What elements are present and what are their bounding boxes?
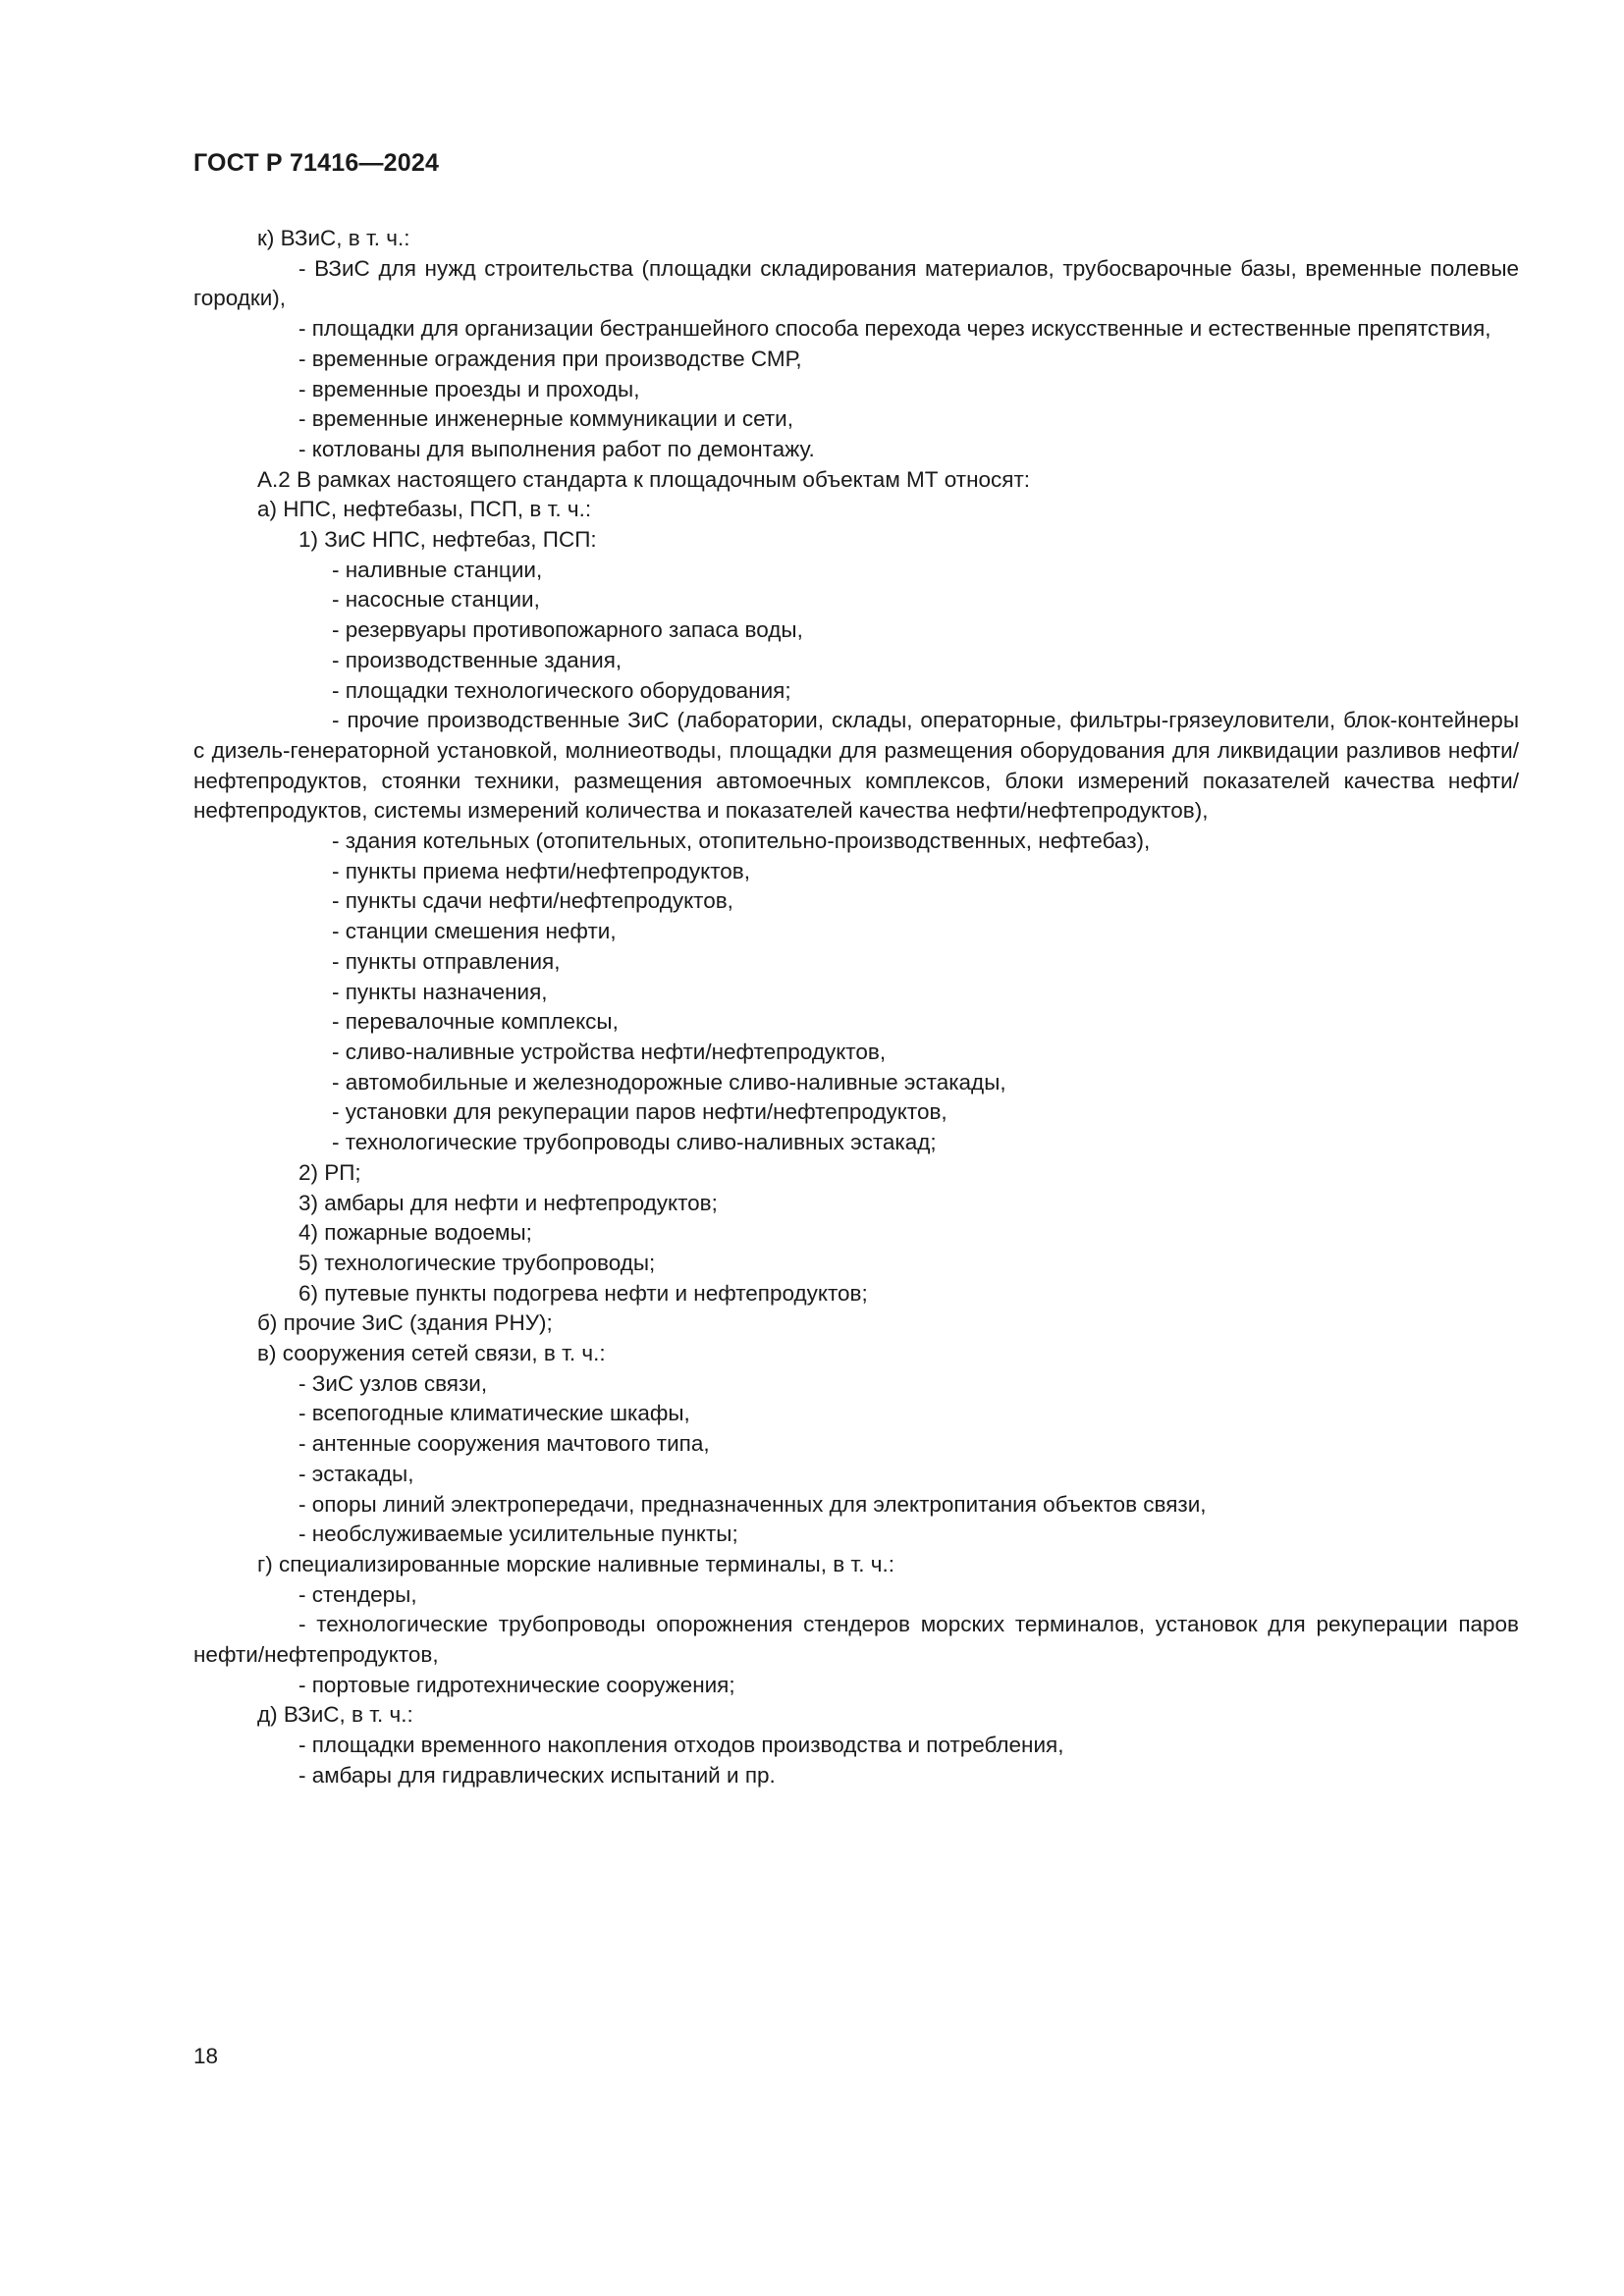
list-item: - стендеры, xyxy=(298,1581,417,1607)
list-item: - ВЗиС для нужд строительства (площадки складирования материалов, трубосварочные базы, временные полевые городки), xyxy=(193,255,1519,311)
list-item: - амбары для гидравлических испытаний и пр. xyxy=(298,1762,776,1788)
list-item: 3) амбары для нефти и нефтепродуктов; xyxy=(298,1190,718,1215)
list-item: - насосные станции, xyxy=(332,587,540,613)
list-item: - технологические трубопроводы сливо-наливных эстакад; xyxy=(332,1130,937,1155)
list-item: - технологические трубопроводы опорожнения стендеров морских терминалов, установок для рекуперации паров нефти/нефтепродуктов, xyxy=(193,1612,1519,1668)
list-item: - портовые гидротехнические сооружения; xyxy=(298,1672,735,1697)
item-d-title: д) ВЗиС, в т. ч.: xyxy=(257,1702,413,1728)
list-item: - временные инженерные коммуникации и сети, xyxy=(298,406,793,432)
page-number: 18 xyxy=(193,2044,219,2068)
list-item: - пункты приема нефти/нефтепродуктов, xyxy=(332,858,751,883)
list-item: - опоры линий электропередачи, предназначенных для электропитания объектов связи, xyxy=(298,1491,1207,1517)
list-item: - прочие производственные ЗиС (лаборатории, склады, операторные, фильтры-грязеуловители, блок-контейнеры с дизель-генераторной установкой, молниеотводы, площадки для размещения оборудования для ликвидации разливов нефти/нефтепродуктов, стоянки техники, размещения автомоечных комплексов, блоки измерений показателей качества нефти/нефтепродуктов, системы измерений количества и показателей качества нефти/нефтепродуктов), xyxy=(193,708,1519,824)
list-item: - необслуживаемые усилительные пункты; xyxy=(298,1522,738,1547)
list-item: 5) технологические трубопроводы; xyxy=(298,1250,656,1275)
list-item: - эстакады, xyxy=(298,1461,414,1486)
list-item: - резервуары противопожарного запаса воды, xyxy=(332,617,803,643)
item-a-title: а) НПС, нефтебазы, ПСП, в т. ч.: xyxy=(257,497,592,522)
list-item: 2) РП; xyxy=(298,1159,361,1185)
item-b-title: б) прочие ЗиС (здания РНУ); xyxy=(257,1310,553,1336)
item-g-title: г) специализированные морские наливные терминалы, в т. ч.: xyxy=(257,1551,894,1576)
list-item: - сливо-наливные устройства нефти/нефтепродуктов, xyxy=(332,1039,887,1064)
item-v-title: в) сооружения сетей связи, в т. ч.: xyxy=(257,1341,606,1366)
section-a2-intro: А.2 В рамках настоящего стандарта к площадочным объектам МТ относят: xyxy=(257,466,1031,492)
list-item: 6) путевые пункты подогрева нефти и нефтепродуктов; xyxy=(298,1280,868,1306)
list-item: - площадки для организации бестраншейного способа перехода через искусственные и естественные препятствия, xyxy=(298,316,1491,342)
list-item: - наливные станции, xyxy=(332,557,543,582)
list-item: - ЗиС узлов связи, xyxy=(298,1370,488,1396)
item-k-title: к) ВЗиС, в т. ч.: xyxy=(257,226,410,250)
item-a1-title: 1) ЗиС НПС, нефтебаз, ПСП: xyxy=(298,527,597,553)
list-item: - установки для рекуперации паров нефти/нефтепродуктов, xyxy=(332,1099,947,1125)
list-item: - площадки временного накопления отходов производства и потребления, xyxy=(298,1733,1064,1758)
list-item: - площадки технологического оборудования; xyxy=(332,677,791,703)
list-item: - автомобильные и железнодорожные сливо-наливные эстакады, xyxy=(332,1069,1006,1095)
list-item: - временные ограждения при производстве СМР, xyxy=(298,346,802,371)
list-item: - временные проезды и проходы, xyxy=(298,376,640,401)
document-header: ГОСТ Р 71416—2024 xyxy=(193,149,440,177)
list-item: - пункты сдачи нефти/нефтепродуктов, xyxy=(332,888,733,914)
document-body xyxy=(193,224,1519,1791)
list-item: - всепогодные климатические шкафы, xyxy=(298,1401,690,1426)
list-item: 4) пожарные водоемы; xyxy=(298,1220,532,1246)
list-item: - перевалочные комплексы, xyxy=(332,1009,619,1035)
list-item: - котлованы для выполнения работ по демонтажу. xyxy=(298,436,815,461)
list-item: - станции смешения нефти, xyxy=(332,919,617,944)
list-item: - пункты назначения, xyxy=(332,979,548,1004)
list-item: - пункты отправления, xyxy=(332,948,561,974)
list-item: - производственные здания, xyxy=(332,647,623,672)
list-item: - здания котельных (отопительных, отопительно-производственных, нефтебаз), xyxy=(332,828,1151,854)
list-item: - антенные сооружения мачтового типа, xyxy=(298,1431,710,1457)
